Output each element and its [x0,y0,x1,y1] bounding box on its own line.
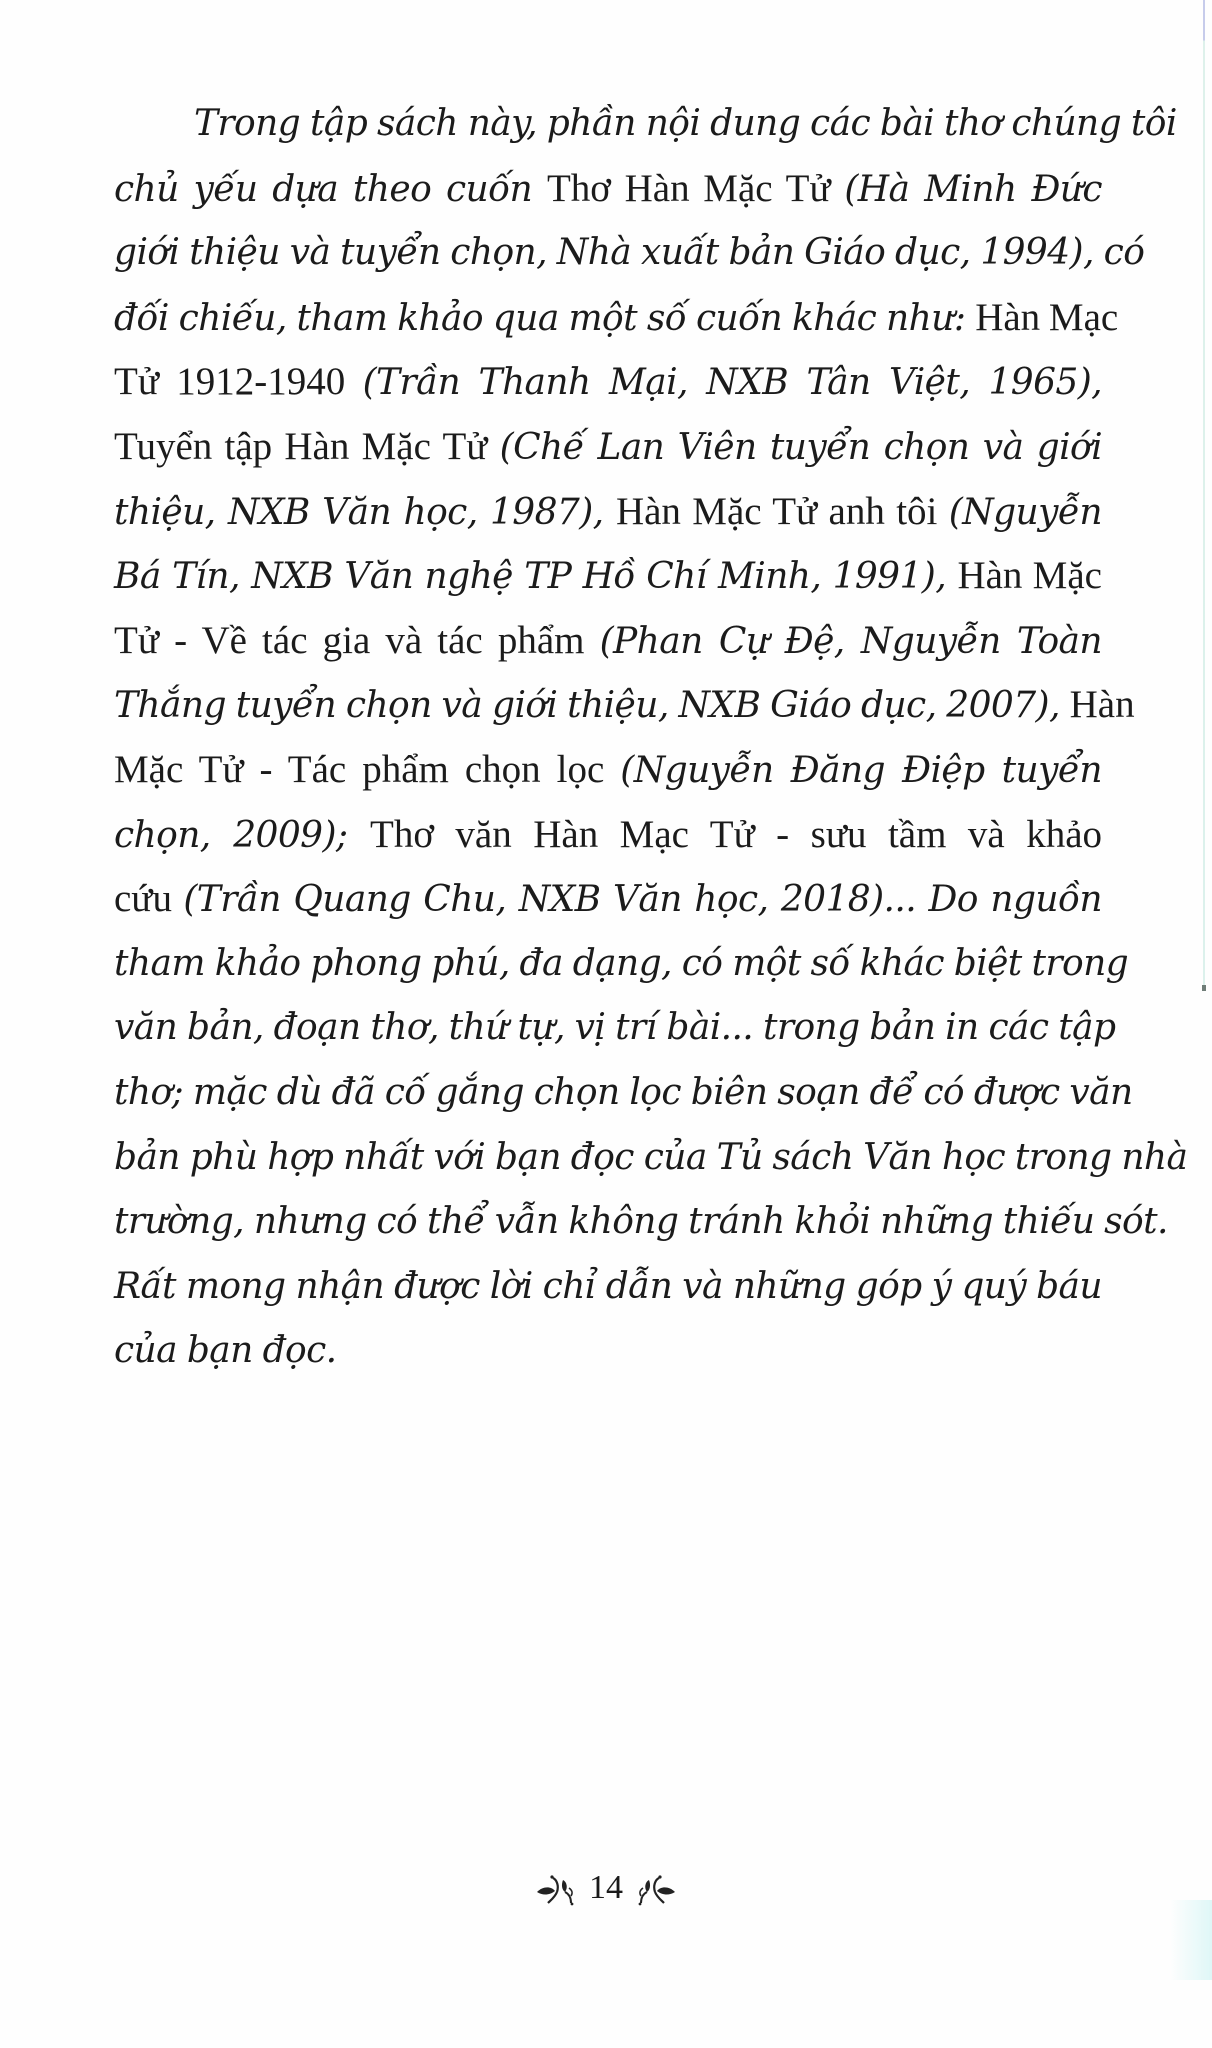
text-line-20 [114,1319,1102,1384]
text-italic: chủ yếu dựa theo cuốn [114,168,547,210]
text-line-17 [114,1126,1188,1191]
text-italic: chọn, 2009); [114,814,370,856]
text-italic: của bạn đọc. [114,1330,337,1372]
floral-ornament-left-icon [535,1870,579,1906]
text-line-5 [114,350,1102,415]
text-italic: tham khảo phong phú, đa dạng, có một số khác biệt trong [114,942,1129,984]
text-italic: giới thiệu và tuyển chọn, Nhà xuất bản Giáo dục, 1994), có [114,232,1145,274]
text-italic: trường, nhưng có thể vẫn không tránh khỏi những thiếu sót. [114,1201,1168,1243]
page-edge-line [1203,0,1205,990]
text-line-19 [114,1255,1102,1320]
text-italic: bản phù hợp nhất với bạn đọc của Tủ sách Văn học trong nhà [114,1136,1188,1178]
book-title: Mặc Tử - Tác phẩm chọn lọc [114,747,621,791]
book-title: Tử 1912-1940 [114,360,363,404]
text-line-12 [114,803,1102,868]
text-line-9 [114,609,1102,674]
text-line-3 [114,221,1145,286]
page-edge-mark [1202,985,1206,991]
text-italic: Bá Tín, NXB Văn nghệ TP Hồ Chí Minh, 1991), [114,556,958,598]
text-line-15 [114,996,1116,1061]
text-line-6 [114,415,1102,480]
text-italic: Trong tập sách này, phần nội dung các bài thơ chúng tôi [194,103,1177,144]
book-title: Thơ văn Hàn Mạc Tử - sưu tầm và khảo [370,812,1103,856]
text-line-4 [114,286,1119,351]
book-title: Hàn Mặc [957,554,1102,598]
book-title: Tuyển tập Hàn Mặc Tử [114,424,500,468]
text-italic: (Chế Lan Viên tuyển chọn và giới [499,426,1102,468]
floral-ornament-right-icon [633,1870,677,1906]
text-line-8 [114,544,1102,609]
text-italic: thiệu, NXB Văn học, 1987), [114,491,616,533]
text-italic: (Nguyễn Đăng Điệp tuyển [620,749,1102,791]
text-line-10 [114,673,1135,738]
text-italic: văn bản, đoạn thơ, thứ tự, vị trí bài... trong bản in các tập [114,1007,1116,1049]
text-line-7 [114,480,1102,545]
text-line-16 [114,1061,1133,1126]
text-italic: (Trần Quang Chu, NXB Văn học, 2018)... Do nguồn [183,879,1103,921]
book-title: Hàn Mặc Tử anh tôi [615,489,949,533]
page-footer [0,1862,1212,1914]
book-title: cứu [114,877,184,921]
text-italic: (Hà Minh Đức [844,168,1102,210]
book-title: Hàn Mạc [975,295,1119,339]
book-paragraph [114,92,1188,1384]
text-line-18 [114,1190,1168,1255]
text-italic: Thắng tuyển chọn và giới thiệu, NXB Giáo dục, 2007), [114,685,1070,727]
text-italic: (Phan Cự Đệ, Nguyễn Toàn [599,620,1102,662]
book-title: Tử - Về tác gia và tác phẩm [114,618,600,662]
book-title: Thơ Hàn Mặc Tử [546,166,845,210]
text-italic: (Nguyễn [948,491,1102,533]
text-line-2 [114,157,1102,222]
text-line-11 [114,738,1102,803]
text-italic: Rất mong nhận được lời chỉ dẫn và những góp ý quý báu [114,1265,1102,1307]
text-line-13 [114,867,1102,932]
text-line-14 [114,932,1129,997]
text-line-1 [114,92,1177,157]
text-italic: đối chiếu, tham khảo qua một số cuốn khác như: [114,297,976,339]
text-italic: (Trần Thanh Mại, NXB Tân Việt, 1965), [362,362,1102,404]
text-italic: thơ; mặc dù đã cố gắng chọn lọc biên soạn để có được văn [114,1071,1133,1113]
page-number: 14 [589,1869,623,1906]
book-title: Hàn [1069,683,1135,727]
